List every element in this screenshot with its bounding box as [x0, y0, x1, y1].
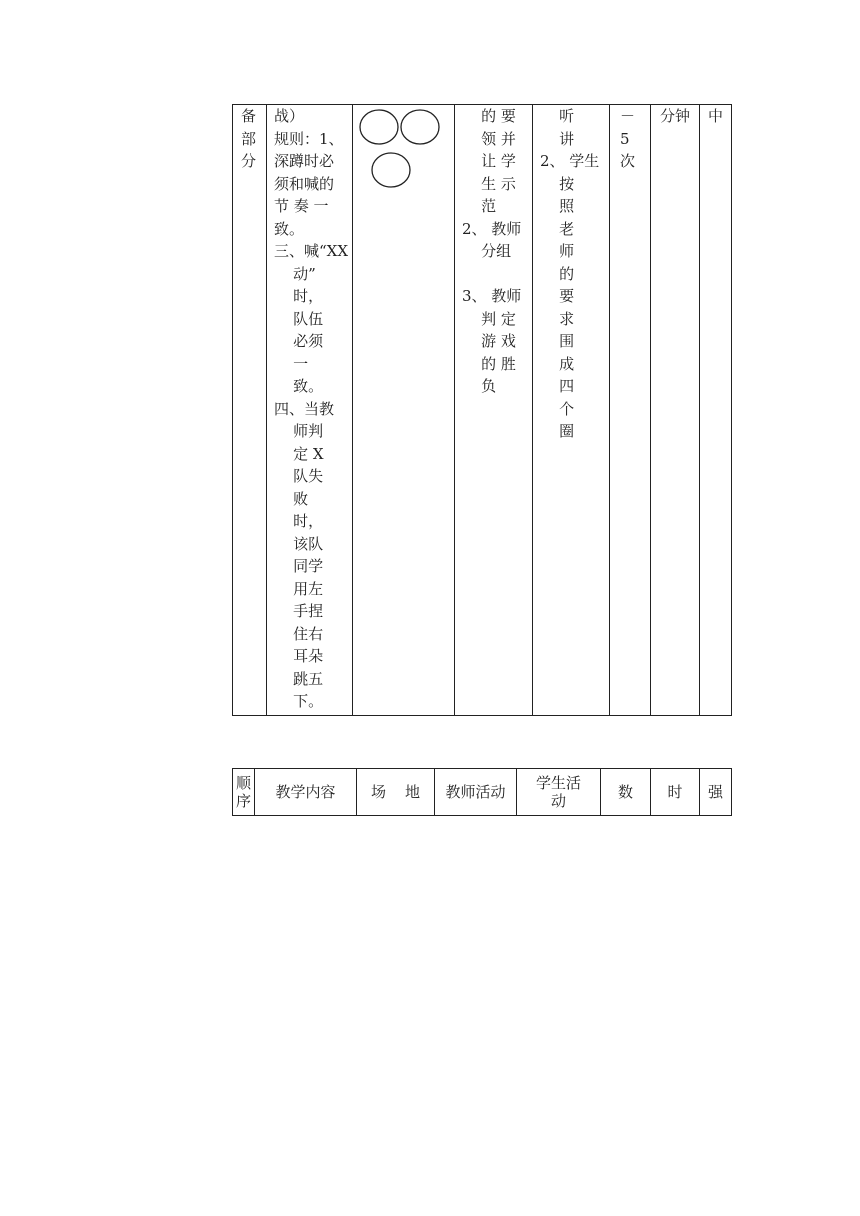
- header-intensity: 强: [700, 769, 732, 815]
- content-cell: 战） 规则：1、 深蹲时必 须和喊的 节 奏 一 致。 三、喊“XX 动” 时， 队伍 必须 一 致。 四、当教 师判 定 X 队失 败 时， 该队 同学 用左 手捏 住右 耳朵 跳五 下。: [274, 107, 349, 710]
- header-time: 时: [651, 769, 700, 815]
- section-column: [233, 105, 267, 715]
- header-teacher-activity: 教师活动: [435, 769, 517, 815]
- lesson-plan-header-table: [232, 768, 732, 816]
- teacher-activity-column: [455, 105, 533, 715]
- student-activity-cell: 听 讲 2、 学生 按 照 老 师 的 要 求 围 成 四 个 圈: [540, 107, 600, 440]
- count-cell: － 5 次: [620, 107, 636, 170]
- time-cell: 分钟: [660, 107, 691, 125]
- intensity-cell: 中: [708, 107, 724, 125]
- student-activity-column: [533, 105, 610, 715]
- intensity-column: [700, 105, 732, 715]
- circle-icon: [401, 110, 439, 144]
- header-student-activity: 学生活 动: [517, 769, 601, 815]
- venue-column: [353, 105, 455, 715]
- formation-circles-diagram: [355, 104, 447, 194]
- section-cell: 备 部 分: [241, 107, 257, 170]
- content-column: [267, 105, 353, 715]
- header-venue: 场 地: [357, 769, 435, 815]
- header-order: 顺 序: [233, 769, 255, 815]
- time-column: [651, 105, 700, 715]
- header-count: 数: [601, 769, 651, 815]
- teacher-activity-cell: 的 要 领 并 让 学 生 示 范 2、 教师 分组 3、 教师 判 定 游 戏 的 胜 负: [462, 107, 522, 395]
- circle-icon: [372, 153, 410, 187]
- lesson-plan-table-continued: [232, 104, 732, 716]
- circle-icon: [360, 110, 398, 144]
- count-column: [610, 105, 651, 715]
- header-teaching-content: 教学内容: [255, 769, 357, 815]
